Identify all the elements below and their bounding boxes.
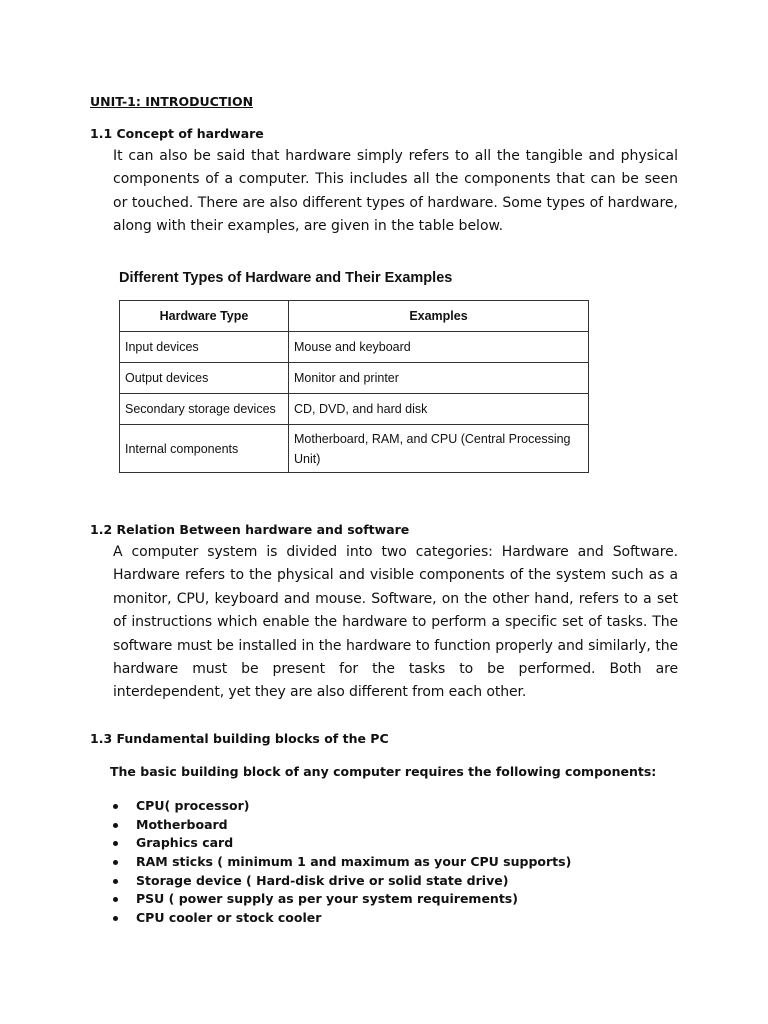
- unit-title: UNIT-1: INTRODUCTION: [90, 94, 254, 109]
- section-1-3-heading: 1.3 Fundamental building blocks of the PC: [90, 731, 389, 746]
- list-item: [113, 909, 571, 928]
- list-item-text: PSU ( power supply as per your system requirements): [136, 891, 518, 907]
- bullet-icon: [113, 879, 118, 884]
- building-blocks-list: [113, 797, 571, 928]
- section-1-2-paragraph: A computer system is divided into two categories: Hardware and Software. Hardware refers to the physical and visible components of the system such as a monitor, CPU, keyboard and mouse. Software, on the other hand, refers to a set of instructions which enable the hardware to perform a specific set of tasks. The software must be installed in the hardware to function properly and similarly, the hardware must be present for the tasks to be performed. Both are interdependent, yet they are also different from each other.: [113, 544, 678, 701]
- list-item: [113, 816, 571, 835]
- list-item-text: RAM sticks ( minimum 1 and maximum as your CPU supports): [136, 854, 572, 870]
- section-1-2-heading: 1.2 Relation Between hardware and software: [90, 522, 410, 537]
- bullet-icon: [113, 916, 118, 921]
- table-row: [120, 363, 589, 394]
- table-cell-type: Internal components: [120, 425, 289, 473]
- list-item: [113, 853, 571, 872]
- table-cell-type: Output devices: [120, 363, 289, 394]
- table-header-examples: Examples: [289, 301, 589, 332]
- table-cell-examples: Monitor and printer: [289, 363, 589, 394]
- table-row: [120, 332, 589, 363]
- list-item-text: CPU( processor): [136, 798, 250, 813]
- list-item: [113, 872, 571, 891]
- list-item-text: Storage device ( Hard-disk drive or solid state drive): [136, 872, 509, 888]
- table-cell-examples: Motherboard, RAM, and CPU (Central Processing Unit): [289, 425, 589, 473]
- bullet-icon: [113, 841, 118, 846]
- section-1-3-intro: The basic building block of any computer requires the following components:: [110, 764, 657, 779]
- list-item: [113, 797, 571, 816]
- list-item-text: CPU cooler or stock cooler: [136, 910, 322, 926]
- hardware-types-table: [119, 300, 589, 473]
- bullet-icon: [113, 860, 118, 865]
- bullet-icon: [113, 804, 118, 809]
- table-row: [120, 394, 589, 425]
- list-item: [113, 890, 571, 909]
- list-item-text: Motherboard: [136, 816, 228, 832]
- list-item: [113, 834, 571, 853]
- bullet-icon: [113, 897, 118, 902]
- table-cell-examples: Mouse and keyboard: [289, 332, 589, 363]
- table-cell-examples: CD, DVD, and hard disk: [289, 394, 589, 425]
- section-1-1-paragraph: It can also be said that hardware simply refers to all the tangible and physical components of a computer. This includes all the components that can be seen or touched. There are also different types of hardware. Some types of hardware, along with their examples, are given in the table below.: [113, 148, 678, 235]
- bullet-icon: [113, 823, 118, 828]
- table-cell-type: Secondary storage devices: [120, 394, 289, 425]
- section-1-1-heading: 1.1 Concept of hardware: [90, 126, 264, 141]
- table-cell-type: Input devices: [120, 332, 289, 363]
- table-header-row: [120, 301, 589, 332]
- list-item-text: Graphics card: [136, 835, 234, 851]
- table-caption: Different Types of Hardware and Their Examples: [119, 270, 453, 286]
- table-row: [120, 425, 589, 473]
- table-header-hardware-type: Hardware Type: [120, 301, 289, 332]
